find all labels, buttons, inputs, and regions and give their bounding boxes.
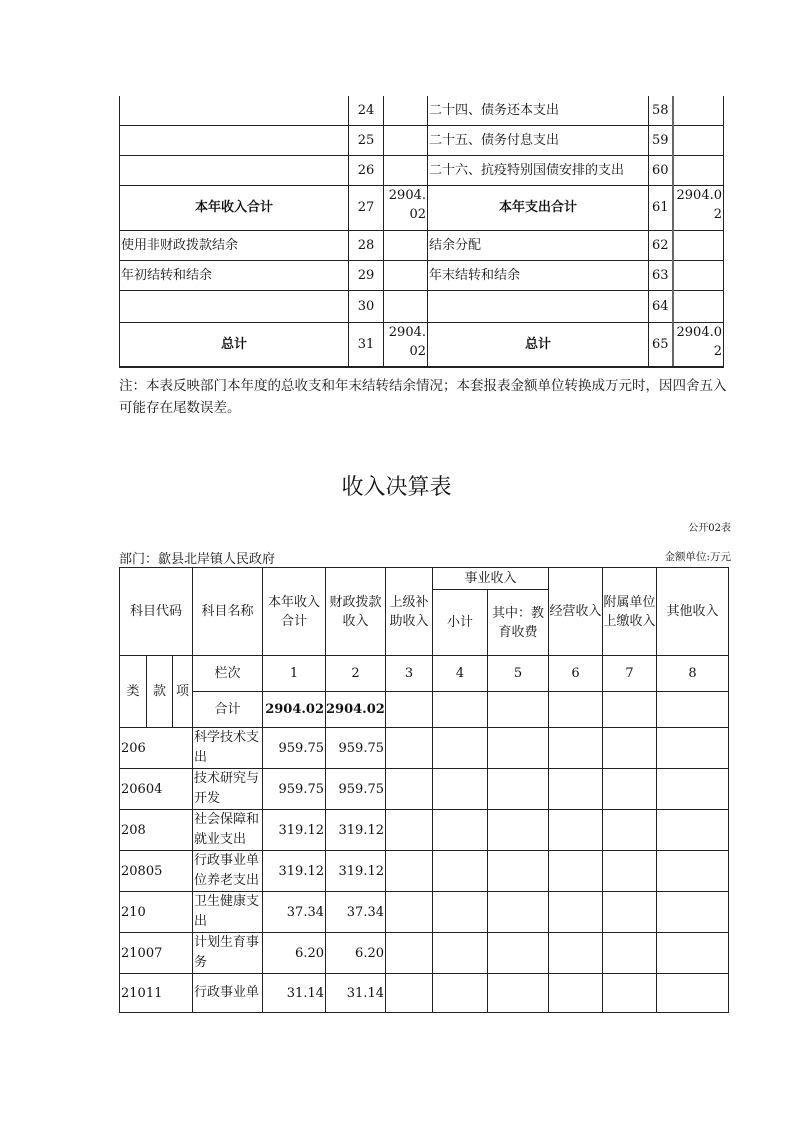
header-xiang: 项 xyxy=(173,656,193,728)
right-amount xyxy=(673,155,724,185)
right-line-number: 63 xyxy=(649,260,673,290)
amount-fiscal: 319.12 xyxy=(326,851,386,892)
empty-cell xyxy=(603,810,657,851)
table-note: 注：本表反映部门本年度的总收支和年末结转结余情况；本套报表金额单位转换成万元时，因四舍五入可能存在尾数误差。 xyxy=(119,378,727,416)
empty-cell xyxy=(603,769,657,810)
page-title: 收入决算表 xyxy=(341,475,452,500)
left-label: 使用非财政拨款结余 xyxy=(120,230,349,260)
left-label xyxy=(120,96,349,125)
subject-name: 行政事业单位养老支出 xyxy=(193,851,263,892)
empty-cell xyxy=(549,933,603,974)
col-no: 7 xyxy=(603,656,657,692)
right-amount: 2904.02 xyxy=(673,185,724,230)
table-row xyxy=(120,892,729,933)
header-lei: 类 xyxy=(120,656,147,728)
col-no: 6 xyxy=(549,656,603,692)
left-line-number: 30 xyxy=(349,290,384,322)
empty-cell xyxy=(657,769,729,810)
right-label: 结余分配 xyxy=(428,230,649,260)
left-amount xyxy=(384,125,428,155)
summary-row xyxy=(120,96,724,125)
amount-fiscal: 6.20 xyxy=(326,933,386,974)
right-line-number: 62 xyxy=(649,230,673,260)
empty-cell xyxy=(549,728,603,769)
header-operating: 经营收入 xyxy=(549,568,603,656)
subject-name: 行政事业单 xyxy=(193,974,263,1013)
subject-code: 20604 xyxy=(120,769,193,810)
left-amount xyxy=(384,260,428,290)
left-label xyxy=(120,125,349,155)
empty-cell xyxy=(603,892,657,933)
amount-total: 6.20 xyxy=(263,933,326,974)
empty-cell xyxy=(386,810,433,851)
col-no: 1 xyxy=(263,656,326,692)
subject-code: 208 xyxy=(120,810,193,851)
empty-cell xyxy=(488,692,549,728)
right-label xyxy=(428,290,649,322)
right-label: 本年支出合计 xyxy=(428,185,649,230)
right-line-number: 60 xyxy=(649,155,673,185)
department-label: 部门：歙县北岸镇人民政府 xyxy=(119,552,276,567)
left-amount xyxy=(384,290,428,322)
header-business-group: 事业收入 xyxy=(433,568,549,590)
empty-cell xyxy=(549,769,603,810)
empty-cell xyxy=(433,692,488,728)
empty-cell xyxy=(603,728,657,769)
empty-cell xyxy=(433,728,488,769)
left-label xyxy=(120,290,349,322)
empty-cell xyxy=(433,974,488,1013)
subject-code: 21011 xyxy=(120,974,193,1013)
left-line-number: 28 xyxy=(349,230,384,260)
left-line-number: 31 xyxy=(349,322,384,367)
header-name: 科目名称 xyxy=(193,568,263,656)
amount-fiscal: 959.75 xyxy=(326,728,386,769)
col-no: 8 xyxy=(657,656,729,692)
sum-label: 合计 xyxy=(193,692,263,728)
empty-cell xyxy=(657,892,729,933)
amount-total: 37.34 xyxy=(263,892,326,933)
column-no-label: 栏次 xyxy=(193,656,263,692)
empty-cell xyxy=(488,851,549,892)
right-label: 二十六、抗疫特别国债安排的支出 xyxy=(428,155,649,185)
subject-name: 计划生育事务 xyxy=(193,933,263,974)
col-no: 2 xyxy=(326,656,386,692)
summary-row xyxy=(120,290,724,322)
income-table xyxy=(119,567,729,1013)
table-row xyxy=(120,769,729,810)
header-code: 科目代码 xyxy=(120,568,193,656)
empty-cell xyxy=(488,769,549,810)
form-number: 公开02表 xyxy=(688,523,731,534)
amount-total: 31.14 xyxy=(263,974,326,1013)
left-line-number: 29 xyxy=(349,260,384,290)
left-label: 年初结转和结余 xyxy=(120,260,349,290)
right-line-number: 61 xyxy=(649,185,673,230)
header-business-edu: 其中：教育收费 xyxy=(488,590,549,656)
amount-fiscal: 37.34 xyxy=(326,892,386,933)
left-line-number: 25 xyxy=(349,125,384,155)
empty-cell xyxy=(657,933,729,974)
empty-cell xyxy=(433,810,488,851)
amount-fiscal: 959.75 xyxy=(326,769,386,810)
summary-row xyxy=(120,322,724,367)
empty-cell xyxy=(433,933,488,974)
left-label: 总计 xyxy=(120,322,349,367)
empty-cell xyxy=(549,892,603,933)
left-amount xyxy=(384,155,428,185)
empty-cell xyxy=(386,851,433,892)
summary-row xyxy=(120,185,724,230)
header-kuan: 款 xyxy=(147,656,173,728)
empty-cell xyxy=(657,728,729,769)
empty-cell xyxy=(433,851,488,892)
right-label: 年末结转和结余 xyxy=(428,260,649,290)
amount-total: 319.12 xyxy=(263,810,326,851)
empty-cell xyxy=(549,692,603,728)
left-amount: 2904.02 xyxy=(384,185,428,230)
summary-row xyxy=(120,155,724,185)
empty-cell xyxy=(549,851,603,892)
sum-total: 2904.02 xyxy=(263,692,326,728)
left-amount xyxy=(384,230,428,260)
right-amount: 2904.02 xyxy=(673,322,724,367)
summary-row xyxy=(120,230,724,260)
right-amount xyxy=(673,260,724,290)
header-fiscal: 财政拨款收入 xyxy=(326,568,386,656)
table-row xyxy=(120,933,729,974)
empty-cell xyxy=(603,692,657,728)
left-label: 本年收入合计 xyxy=(120,185,349,230)
header-total: 本年收入合计 xyxy=(263,568,326,656)
table-row xyxy=(120,974,729,1013)
empty-cell xyxy=(657,851,729,892)
right-line-number: 58 xyxy=(649,96,673,125)
summary-row xyxy=(120,125,724,155)
header-business-subtotal: 小计 xyxy=(433,590,488,656)
empty-cell xyxy=(488,933,549,974)
amount-fiscal: 319.12 xyxy=(326,810,386,851)
empty-cell xyxy=(657,810,729,851)
sum-fiscal: 2904.02 xyxy=(326,692,386,728)
subject-name: 技术研究与开发 xyxy=(193,769,263,810)
empty-cell xyxy=(386,892,433,933)
summary-row xyxy=(120,260,724,290)
header-affiliated: 附属单位上缴收入 xyxy=(603,568,657,656)
sum-row xyxy=(120,692,729,728)
left-amount xyxy=(384,96,428,125)
empty-cell xyxy=(603,933,657,974)
left-amount: 2904.02 xyxy=(384,322,428,367)
right-line-number: 64 xyxy=(649,290,673,322)
subject-code: 20805 xyxy=(120,851,193,892)
empty-cell xyxy=(433,769,488,810)
left-line-number: 26 xyxy=(349,155,384,185)
table-row xyxy=(120,851,729,892)
right-amount xyxy=(673,230,724,260)
subject-code: 21007 xyxy=(120,933,193,974)
amount-unit-label: 金额单位:万元 xyxy=(664,551,731,563)
empty-cell xyxy=(386,769,433,810)
empty-cell xyxy=(386,692,433,728)
left-line-number: 24 xyxy=(349,96,384,125)
right-amount xyxy=(673,290,724,322)
col-no: 5 xyxy=(488,656,549,692)
empty-cell xyxy=(603,851,657,892)
empty-cell xyxy=(433,892,488,933)
subject-name: 科学技术支出 xyxy=(193,728,263,769)
empty-cell xyxy=(549,810,603,851)
subject-name: 社会保障和就业支出 xyxy=(193,810,263,851)
empty-cell xyxy=(488,810,549,851)
right-amount xyxy=(673,125,724,155)
header-superior: 上级补助收入 xyxy=(386,568,433,656)
right-line-number: 59 xyxy=(649,125,673,155)
col-no: 4 xyxy=(433,656,488,692)
empty-cell xyxy=(488,974,549,1013)
right-label: 总计 xyxy=(428,322,649,367)
right-line-number: 65 xyxy=(649,322,673,367)
subject-name: 卫生健康支出 xyxy=(193,892,263,933)
empty-cell xyxy=(488,728,549,769)
right-label: 二十五、债务付息支出 xyxy=(428,125,649,155)
right-amount xyxy=(673,96,724,125)
left-label xyxy=(120,155,349,185)
amount-total: 319.12 xyxy=(263,851,326,892)
header-row-1 xyxy=(120,568,729,590)
empty-cell xyxy=(386,933,433,974)
header-other: 其他收入 xyxy=(657,568,729,656)
col-no: 3 xyxy=(386,656,433,692)
empty-cell xyxy=(657,692,729,728)
table-row xyxy=(120,810,729,851)
empty-cell xyxy=(488,892,549,933)
empty-cell xyxy=(386,974,433,1013)
amount-fiscal: 31.14 xyxy=(326,974,386,1013)
table-row xyxy=(120,728,729,769)
right-label: 二十四、债务还本支出 xyxy=(428,96,649,125)
subject-code: 206 xyxy=(120,728,193,769)
empty-cell xyxy=(549,974,603,1013)
amount-total: 959.75 xyxy=(263,728,326,769)
summary-table xyxy=(119,96,724,368)
empty-cell xyxy=(657,974,729,1013)
left-line-number: 27 xyxy=(349,185,384,230)
subject-code: 210 xyxy=(120,892,193,933)
amount-total: 959.75 xyxy=(263,769,326,810)
empty-cell xyxy=(603,974,657,1013)
empty-cell xyxy=(386,728,433,769)
column-number-row xyxy=(120,656,729,692)
